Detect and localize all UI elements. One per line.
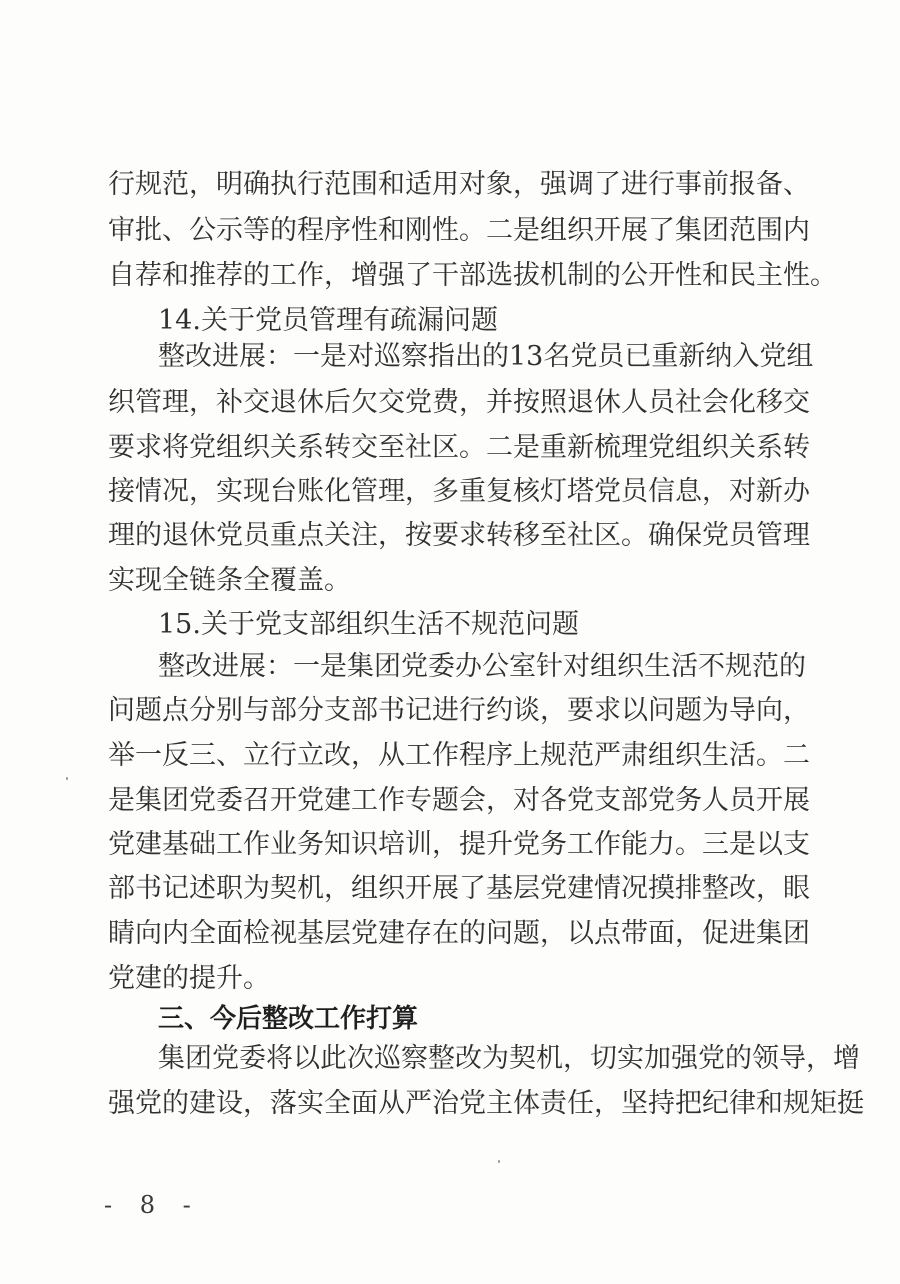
scan-speck: [66, 777, 68, 780]
paragraph-line: 接情况，实现台账化管理，多重复核灯塔党员信息，对新办: [108, 476, 810, 507]
paragraph-line: 实现全链条全覆盖。: [108, 565, 351, 596]
paragraph-line: 理的退休党员重点关注，按要求转移至社区。确保党员管理: [108, 520, 810, 551]
paragraph-line: 要求将党组织关系转交至社区。二是重新梳理党组织关系转: [108, 432, 810, 463]
paragraph-line: 整改进展：一是集团党委办公室针对组织生活不规范的: [158, 651, 806, 682]
paragraph-line: 睛向内全面检视基层党建存在的问题，以点带面，促进集团: [108, 918, 810, 949]
paragraph-line: 党建基础工作业务知识培训，提升党务工作能力。三是以支: [108, 829, 810, 860]
paragraph-line: 党建的提升。: [108, 963, 270, 994]
scan-speck: [498, 1160, 500, 1163]
paragraph-line: 审批、公示等的程序性和刚性。二是组织开展了集团范围内: [108, 215, 810, 246]
paragraph-line: 部书记述职为契机，组织开展了基层党建情况摸排整改，眼: [108, 873, 810, 904]
paragraph-line: 行规范，明确执行范围和适用对象，强调了进行事前报备、: [108, 169, 810, 200]
paragraph-line: 是集团党委召开党建工作专题会，对各党支部党务人员开展: [108, 785, 810, 816]
paragraph-line: 集团党委将以此次巡察整改为契机，切实加强党的领导，增: [158, 1043, 860, 1074]
section-3-heading: 三、今后整改工作打算: [158, 1004, 419, 1034]
paragraph-line: 织管理，补交退休后欠交党费，并按照退休人员社会化移交: [108, 387, 810, 418]
item-15-title: 15.关于党支部组织生活不规范问题: [158, 609, 579, 640]
item-14-title: 14.关于党员管理有疏漏问题: [158, 305, 498, 336]
paragraph-line: 问题点分别与部分支部书记进行约谈，要求以问题为导向，: [108, 695, 810, 726]
paragraph-line: 自荐和推荐的工作，增强了干部选拔机制的公开性和民主性。: [108, 260, 837, 291]
paragraph-line: 举一反三、立行立改，从工作程序上规范严肃组织生活。二: [108, 740, 810, 771]
page-number: - 8 -: [104, 1191, 201, 1219]
paragraph-line: 强党的建设，落实全面从严治党主体责任，坚持把纪律和规矩挺: [108, 1088, 864, 1119]
paragraph-line: 整改进展：一是对巡察指出的13名党员已重新纳入党组: [158, 341, 814, 372]
